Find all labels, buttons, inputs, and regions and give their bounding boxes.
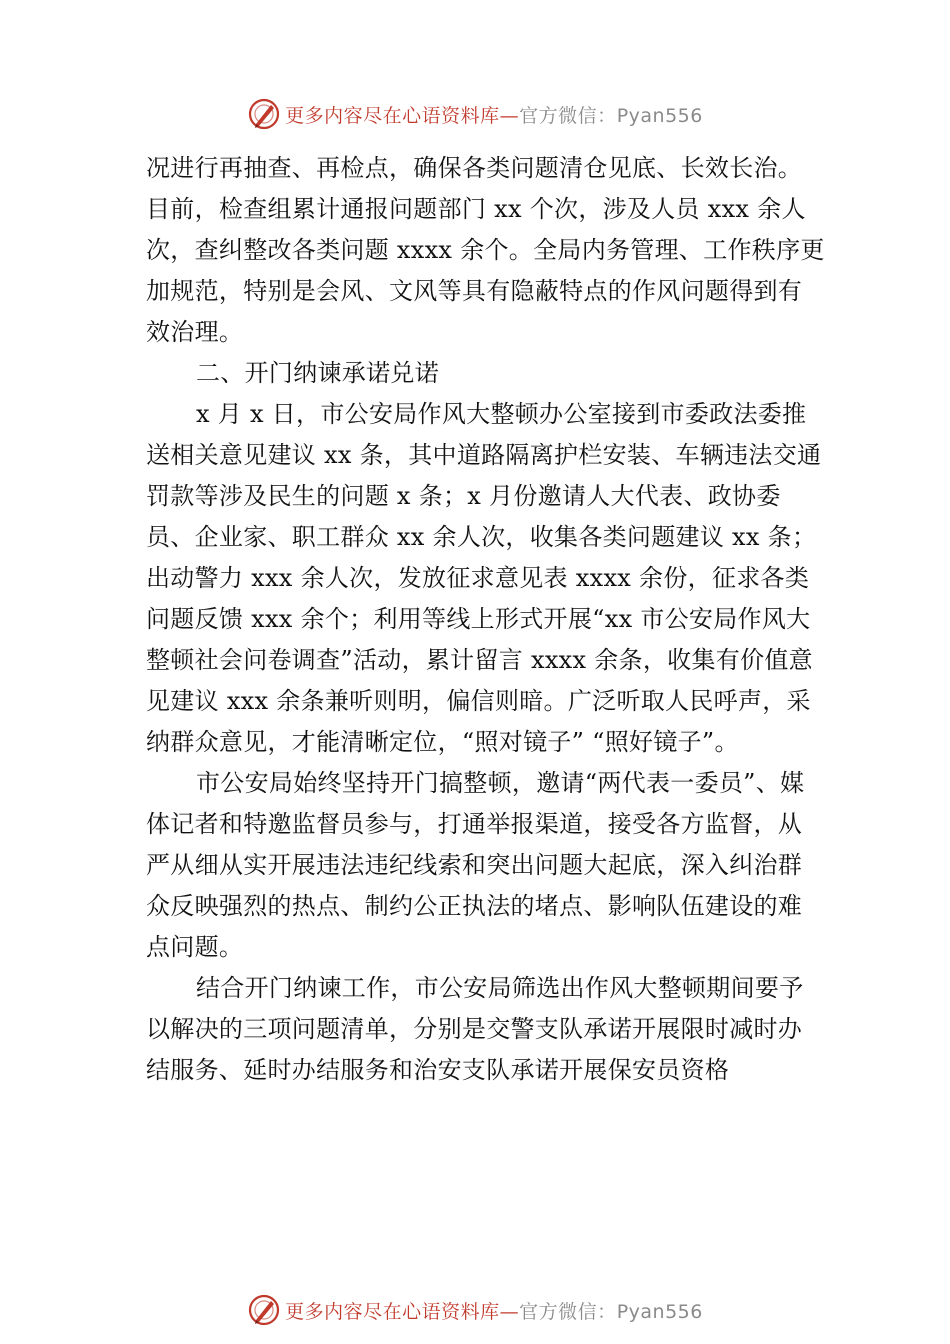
- paragraph-1: 况进行再抽查、再检点，确保各类问题清仓见底、长效长治。目前，检查组累计通报问题部门 xx 个次，涉及人员 xxx 余人次，查纠整改各类问题 xxxx 余个。全局内务管理、工作秩序更加规范，特别是会风、文风等具有隐蔽特点的作风问题得到有效治理。: [146, 154, 825, 346]
- footer-watermark: [0, 1290, 950, 1330]
- pen-circle-icon: [247, 1293, 281, 1327]
- paragraph-3: 市公安局始终坚持开门搞整顿，邀请“两代表一委员”、媒体记者和特邀监督员参与，打通举报渠道，接受各方监督，从严从细从实开展违法违纪线索和突出问题大起底，深入纠治群众反映强烈的热点、制约公正执法的堵点、影响队伍建设的难点问题。: [146, 769, 805, 961]
- watermark-text: 更多内容尽在心语资料库—官方微信：Pyan556: [285, 1300, 703, 1323]
- paragraph-2: x 月 x 日，市公安局作风大整顿办公室接到市委政法委推送相关意见建议 xx 条，其中道路隔离护栏安装、车辆违法交通罚款等涉及民生的问题 x 条；x 月份邀请人大代表、政协委员、企业家、职工群众 xx 余人次，收集各类问题建议 xx 条；出动警力 xxx 余人次，发放征求意见表 xxxx 余份，征求各类问题反馈 xxx 余个；利用等线上形式开展“xx 市公安局作风大整顿社会问卷调查”活动，累计留言 xxxx 余条，收集有价值意见建议 xxx 余条兼听则明，偏信则暗。广泛听取人民呼声，采纳群众意见，才能清晰定位，“照对镜子” “照好镜子”。: [146, 400, 822, 756]
- watermark-text: 更多内容尽在心语资料库—官方微信：Pyan556: [285, 104, 703, 127]
- paragraph-4: 结合开门纳谏工作，市公安局筛选出作风大整顿期间要予以解决的三项问题清单，分别是交警支队承诺开展限时减时办结服务、延时办结服务和治安支队承诺开展保安员资格: [146, 974, 804, 1084]
- document-body: [146, 148, 826, 1091]
- pen-circle-icon: [247, 97, 281, 131]
- section-heading: 二、开门纳谏承诺兑诺: [196, 359, 439, 387]
- header-watermark: [0, 94, 950, 134]
